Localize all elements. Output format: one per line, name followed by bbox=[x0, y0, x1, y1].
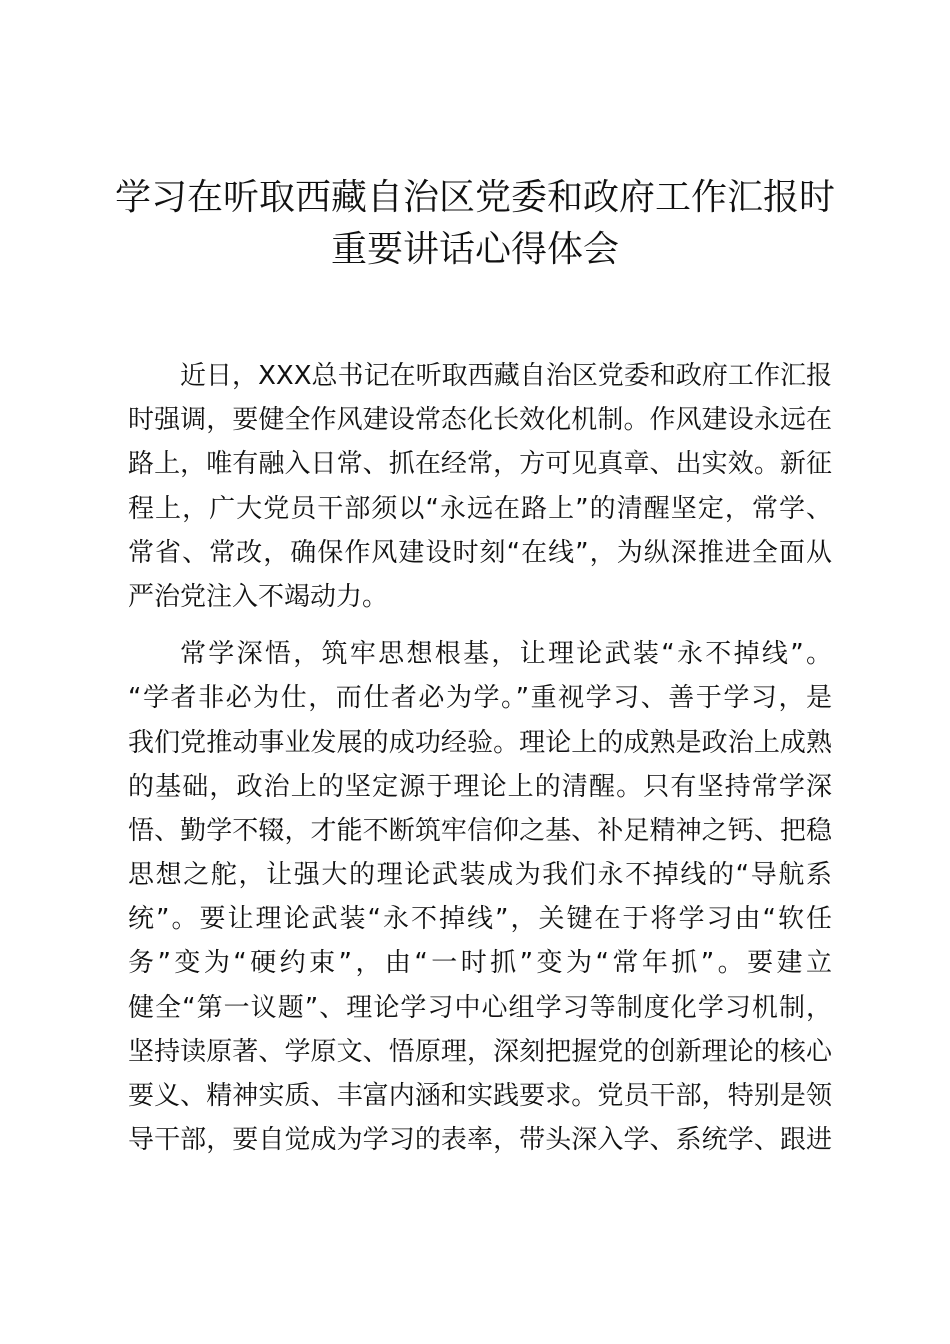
text-line: 严治党注入不竭动力。 bbox=[128, 581, 389, 612]
text-line: 健全“第一议题”、理论学习中心组学习等制度化学习机制， bbox=[128, 992, 832, 1023]
text-line: 程上，广大党员干部须以“永远在路上”的清醒坚定，常学、 bbox=[128, 493, 832, 524]
text-line: 悟、勤学不辍，才能不断筑牢信仰之基、补足精神之钙、把稳 bbox=[128, 815, 832, 846]
paragraph-spacer bbox=[128, 619, 832, 632]
document-body bbox=[128, 354, 832, 1162]
text-line: “学者非必为仕，而仕者必为学。”重视学习、善于学习，是 bbox=[128, 683, 832, 714]
text-line: 常省、常改，确保作风建设时刻“在线”，为纵深推进全面从 bbox=[128, 537, 832, 568]
text-line: 的基础，政治上的坚定源于理论上的清醒。只有坚持常学深 bbox=[128, 771, 832, 802]
text-line: 导干部，要自觉成为学习的表率，带头深入学、系统学、跟进 bbox=[128, 1125, 832, 1156]
text-line: 路上，唯有融入日常、抓在经常，方可见真章、出实效。新征 bbox=[128, 449, 832, 480]
title-line-1: 学习在听取西藏自治区党委和政府工作汇报时 bbox=[114, 177, 835, 218]
paragraph-2 bbox=[128, 632, 832, 1162]
text-line: 坚持读原著、学原文、悟原理，深刻把握党的创新理论的核心 bbox=[128, 1036, 832, 1067]
text-line: 时强调，要健全作风建设常态化长效化机制。作风建设永远在 bbox=[128, 405, 832, 436]
text-line: 要义、精神实质、丰富内涵和实践要求。党员干部，特别是领 bbox=[128, 1081, 832, 1111]
text-line: 我们党推动事业发展的成功经验。理论上的成熟是政治上成熟 bbox=[128, 727, 832, 758]
text-line: 近日，XXX总书记在听取西藏自治区党委和政府工作汇报 bbox=[180, 361, 832, 391]
text-line: 统”。要让理论武装“永不掉线”，关键在于将学习由“软任 bbox=[128, 904, 832, 935]
title-line-2: 重要讲话心得体会 bbox=[330, 229, 619, 270]
paragraph-1 bbox=[128, 354, 832, 619]
text-line: 常学深悟，筑牢思想根基，让理论武装“永不掉线”。 bbox=[180, 639, 832, 670]
text-line: 思想之舵，让强大的理论武装成为我们永不掉线的“导航系 bbox=[128, 860, 832, 891]
text-line: 务”变为“硬约束”，由“一时抓”变为“常年抓”。要建立 bbox=[128, 948, 832, 979]
document-title bbox=[0, 172, 950, 276]
